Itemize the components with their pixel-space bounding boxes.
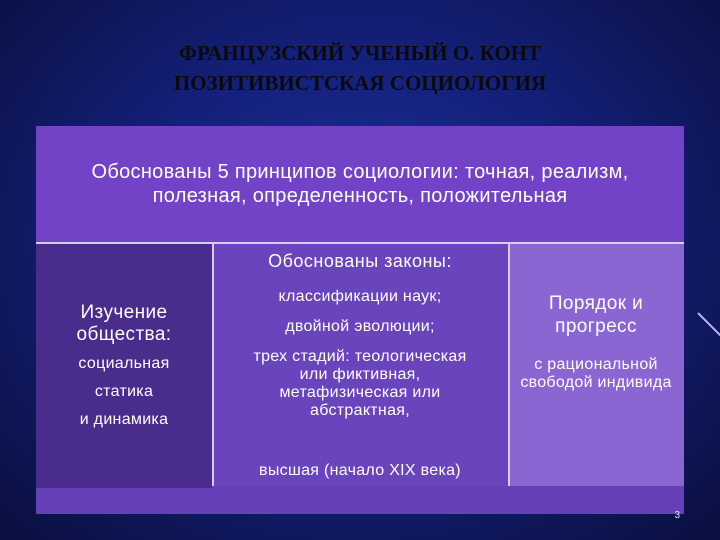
society-study-item-3: и динамика: [79, 411, 169, 428]
title-line-2: ПОЗИТИВИСТСКАЯ СОЦИОЛОГИЯ: [173, 71, 547, 95]
slide-title: [0, 38, 720, 98]
laws-heading: Обоснованы законы:: [268, 251, 452, 271]
society-study-heading: Изучение общества:: [76, 302, 172, 345]
law-item-4: высшая (начало XIX века): [259, 462, 461, 479]
society-study-list: [36, 350, 212, 434]
order-progress-heading: Порядок и прогресс: [548, 293, 644, 337]
society-study-item-1: социальная: [78, 355, 170, 372]
principles-text: Обоснованы 5 принципов социологии: точная, реализм, полезная, определенность, положительная: [91, 161, 629, 207]
slide-number: 3: [674, 510, 680, 521]
principles-box: [36, 126, 684, 242]
law-item-1: классификации наук;: [278, 288, 442, 305]
order-progress-text: с рациональной свободой индивида: [520, 356, 672, 391]
law-item-3: трех стадий: теологическая или фиктивная, метафизическая или абстрактная,: [253, 348, 467, 419]
title-line-1: ФРАНЦУЗСКИЙ УЧЕНЫЙ О. КОНТ: [178, 41, 542, 65]
society-study-item-2: статика: [94, 383, 154, 400]
decorative-line: [697, 312, 720, 342]
law-item-2: двойной эволюции;: [285, 318, 435, 335]
